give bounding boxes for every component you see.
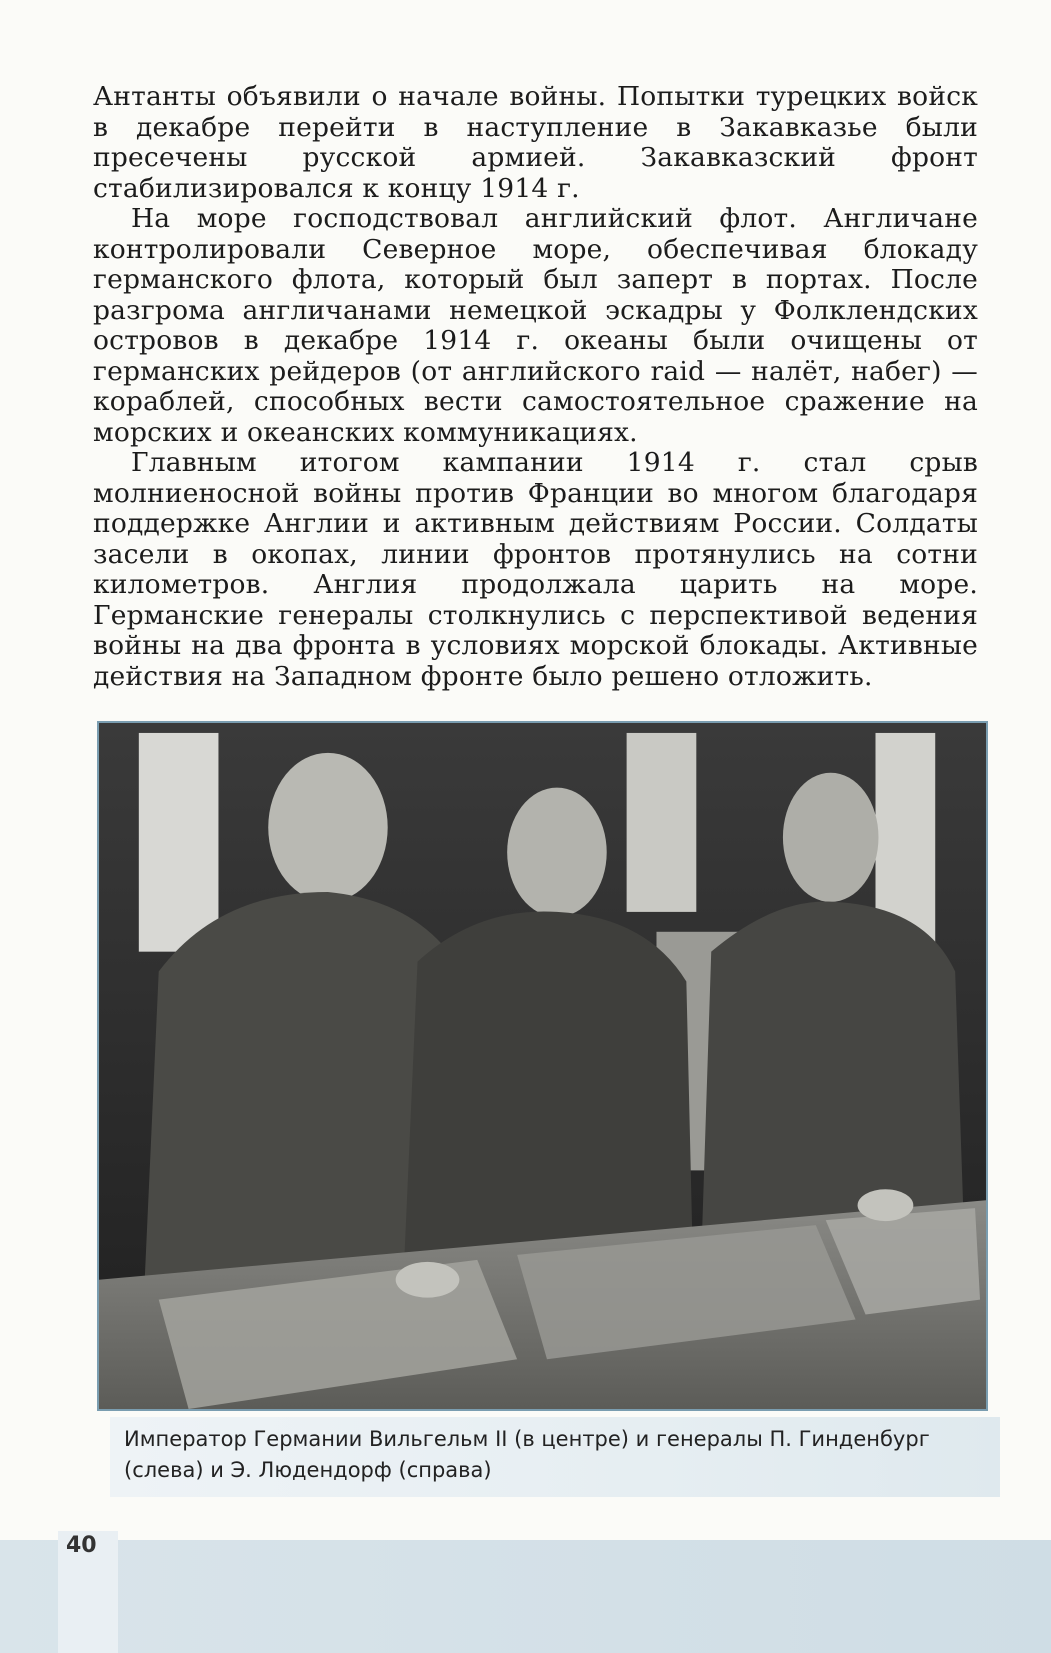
historical-photo xyxy=(97,721,988,1411)
caption-line-2: (слева) и Э. Людендорф (справа) xyxy=(124,1458,492,1482)
figure-caption xyxy=(124,1424,994,1486)
window-right xyxy=(875,733,935,942)
paragraph-1: Антанты объявили о начале войны. Попытки турецких войск в декабре перейти в наступление в Закавказье были пресечены русской армией. Закавказский фронт стабилизировался к концу 1914 г. xyxy=(93,81,978,204)
body-text xyxy=(93,82,978,692)
paragraph-2: На море господствовал английский флот. Англичане контролировали Северное море, обеспечивая блокаду германского флота, который был заперт в портах. После разгрома англичанами немецкой эскадры у Фолклендских островов в декабре 1914 г. океаны были очищены от германских рейдеров (от английского raid — налёт, набег) — кораблей, способных вести самостоятельное сражение на морских и океанских коммуникациях. xyxy=(93,203,978,448)
page-number: 40 xyxy=(66,1533,97,1558)
center-figure-head xyxy=(507,788,607,917)
window-left xyxy=(139,733,219,952)
photo-illustration xyxy=(99,723,986,1409)
hand-right xyxy=(858,1189,914,1221)
footer-band xyxy=(0,1540,1051,1653)
right-general-head xyxy=(783,773,879,902)
paragraph-3: Главным итогом кампании 1914 г. стал срыв молниеносной войны против Франции во многом благодаря поддержке Англии и активным действиям России. Солдаты засели в окопах, линии фронтов протянулись на сотни километров. Англия продолжала царить на море. Германские генералы столкнулись с перспективой ведения войны на два фронта в условиях морской блокады. Активные действия на Западном фронте было решено отложить. xyxy=(93,447,978,692)
caption-line-1: Император Германии Вильгельм II (в центре) и генералы П. Гинденбург xyxy=(124,1427,930,1451)
left-general-head xyxy=(268,753,387,902)
window-center xyxy=(627,733,697,912)
hand-left xyxy=(396,1262,460,1298)
